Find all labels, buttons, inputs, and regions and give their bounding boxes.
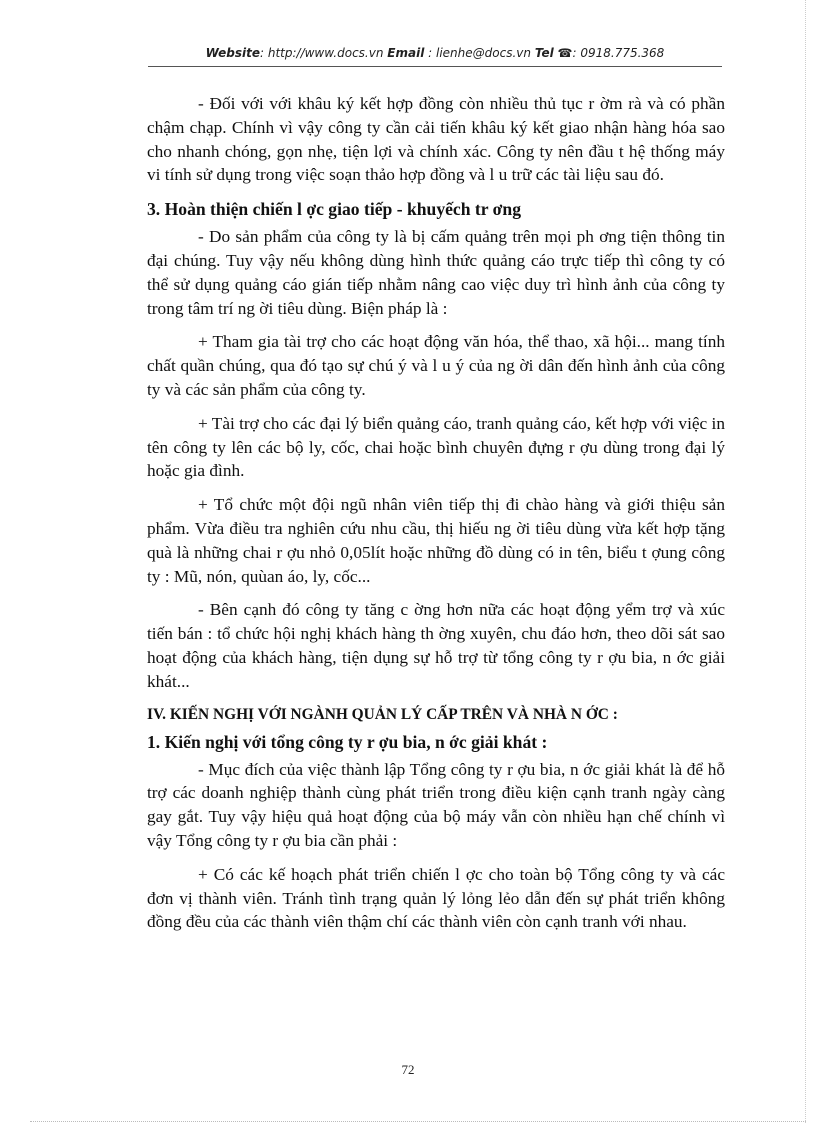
section-heading-1: 1. Kiến nghị với tổng công ty r ợu bia, n ớc giải khát : <box>147 731 548 752</box>
paragraph-contract-procedures: - Đối với với khâu ký kết hợp đồng còn nhiều thủ tục r ờm rà và có phần chậm chạp. Chính vì vậy công ty cần cải tiến khâu ký kết giao nhận hàng hóa sao cho nhanh chóng, gọn nhẹ, tiện lợi và chính xác. Công ty nên đầu t hệ thống máy vi tính sử dụng trong việc soạn thảo hợp đồng và l u trữ các tài liệu sau đó. <box>147 94 725 185</box>
page-bottom-border <box>30 1121 806 1122</box>
website-label: Website <box>205 46 260 60</box>
paragraph-sales-team: + Tổ chức một đội ngũ nhân viên tiếp thị đi chào hàng và giới thiệu sản phẩm. Vừa điều tra nghiên cứu nhu cầu, thị hiếu ng ời tiêu dùng vừa kết hợp tặng quà là những chai r ợu nhỏ 0,05lít hoặc những đồ dùng có in tên, biểu t ợung công ty : Mũ, nón, quùan áo, ly, cốc... <box>147 495 725 586</box>
email-value: : lienhe@docs.vn <box>428 46 531 60</box>
paragraph-sales-promotion: - Bên cạnh đó công ty tăng c ờng hơn nữa các hoạt động yểm trợ và xúc tiến bán : tổ chức hội nghị khách hàng th ờng xuyên, chu đáo hơn, theo dõi sát sao hoạt động của khách hàng, tiện dụng sự hỗ trợ từ tổng công ty r ợu bia, n ớc giải khát... <box>147 600 725 691</box>
tel-label: Tel <box>534 46 554 60</box>
paragraph-corporation-purpose: - Mục đích của việc thành lập Tổng công ty r ợu bia, n ớc giải khát là để hỗ trợ các doanh nghiệp thành cùng phát triển trong điều kiện cạnh tranh ngày càng gay gắt. Tuy vậy hiệu quả hoạt động của bộ máy vẫn còn nhiều hạn chế chính vì vậy Tổng công ty r ợu bia cần phải : <box>147 759 725 850</box>
email-label: Email <box>387 46 425 60</box>
section-heading-iv: IV. KIẾN NGHỊ VỚI NGÀNH QUẢN LÝ CẤP TRÊN VÀ NHÀ N ỚC : <box>147 705 618 723</box>
paragraph-agent-sponsorship: + Tài trợ cho các đại lý biển quảng cáo, tranh quảng cáo, kết hợp với việc in tên công ty lên các bộ ly, cốc, chai hoặc bình chuyên đựng r ợu dùng trong đại lý hoặc gia đình. <box>147 413 725 481</box>
paragraph-advertising-ban: - Do sản phẩm của công ty là bị cấm quảng trên mọi ph ơng tiện thông tin đại chúng. Tuy vậy nếu không dùng hình thức quảng cáo trực tiếp thì công ty có thể sử dụng quảng cáo gián tiếp nhằm nâng cao việc duy trì hình ảnh của công ty trong tâm trí ng ời tiêu dùng. Biện pháp là : <box>147 227 725 318</box>
page-right-border <box>805 0 806 1123</box>
section-heading-3: 3. Hoàn thiện chiến l ợc giao tiếp - khuyếch tr ơng <box>147 199 521 220</box>
page-header <box>148 46 722 66</box>
website-value: : http://www.docs.vn <box>260 46 384 60</box>
tel-value: : 0918.775.368 <box>572 46 665 60</box>
paragraph-sponsorship: + Tham gia tài trợ cho các hoạt động văn hóa, thể thao, xã hội... mang tính chất quần chúng, qua đó tạo sự chú ý và l u ý của ng ời dân đến hình ảnh của công ty và các sản phẩm của công ty. <box>147 332 725 399</box>
phone-icon: ☎ <box>557 46 573 60</box>
paragraph-strategy-plans: + Có các kế hoạch phát triển chiến l ợc cho toàn bộ Tổng công ty và các đơn vị thành viên. Tránh tình trạng quản lý lỏng lẻo dẫn đến sự phát triển không đồng đều của các thành viên thậm chí các thành viên còn cạnh tranh với nhau. <box>147 864 725 932</box>
document-body <box>147 92 725 944</box>
page-number: 72 <box>401 1062 415 1077</box>
header-divider <box>148 66 722 67</box>
